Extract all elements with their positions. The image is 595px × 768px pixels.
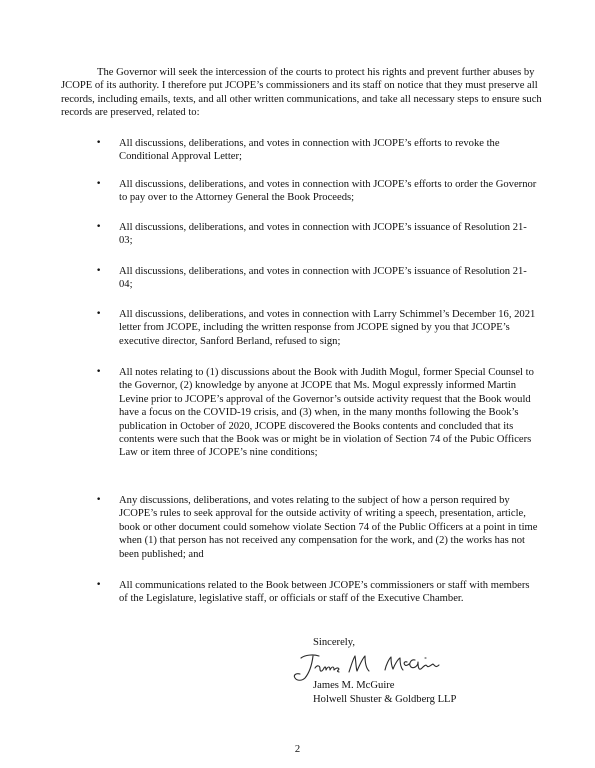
- bullet-icon: •: [96, 367, 102, 377]
- bullet-icon: •: [96, 222, 102, 232]
- page-number: 2: [294, 744, 301, 755]
- list-item-text: All discussions, deliberations, and votes in connection with JCOPE’s efforts to order the Governor to pay over to the Attorney General the Book Proceeds;: [119, 179, 537, 204]
- list-item-text: Any discussions, deliberations, and votes relating to the subject of how a person required by JCOPE’s rules to seek approval for the outside activity of writing a speech, presentation, article, book or other document could somehow violate Section 74 of the Public Officers at a point in time when (1) that person has not received any compensation for the work, and (2) the works has not been published; and: [119, 495, 538, 560]
- list-item-text: All communications related to the Book between JCOPE’s commissioners or staff with members of the Legislature, legislative staff, or officials or staff of the Executive Chamber.: [119, 580, 530, 605]
- bullet-icon: •: [96, 138, 102, 148]
- signer-firm: Holwell Shuster & Goldberg LLP: [313, 694, 457, 705]
- bullet-icon: •: [96, 309, 102, 319]
- closing-salutation: Sincerely,: [313, 637, 355, 648]
- bullet-icon: •: [96, 495, 102, 505]
- list-item-text: All discussions, deliberations, and votes in connection with JCOPE’s issuance of Resolution 21-03;: [119, 222, 527, 247]
- bullet-icon: •: [96, 266, 102, 276]
- list-item-text: All notes relating to (1) discussions about the Book with Judith Mogul, former Special Counsel to the Governor, (2) knowledge by anyone at JCOPE that Ms. Mogul expressly informed Martin Levine prior to JCOPE’s approval of the Governor’s outside activity request that the Book would have a focus on the COVID-19 crisis, and (3) when, in the many months following the Book’s publication in October of 2020, JCOPE discovered the Books contents and concluded that its contents were such that the Book was or might be in violation of Section 74 of the Pubic Officers Law or item three of JCOPE’s nine conditions;: [119, 367, 534, 459]
- intro-paragraph: The Governor will seek the intercession of the courts to protect his rights and prevent further abuses by JCOPE of its authority. I therefore put JCOPE’s commissioners and its staff on notice that they must preserve all records, including emails, texts, and all other written communications, and take all necessary steps to ensure such records are preserved, related to:: [61, 67, 542, 119]
- bullet-icon: •: [96, 179, 102, 189]
- list-item-text: All discussions, deliberations, and votes in connection with JCOPE’s issuance of Resolution 21-04;: [119, 266, 527, 291]
- list-item-text: All discussions, deliberations, and votes in connection with JCOPE’s efforts to revoke the Conditional Approval Letter;: [119, 138, 500, 163]
- bullet-icon: •: [96, 580, 102, 590]
- signer-name: James M. McGuire: [313, 680, 395, 691]
- list-item-text: All discussions, deliberations, and votes in connection with Larry Schimmel’s December 16, 2021 letter from JCOPE, including the written response from JCOPE signed by you that JCOPE’s executive director, Sanford Berland, refused to sign;: [119, 309, 536, 347]
